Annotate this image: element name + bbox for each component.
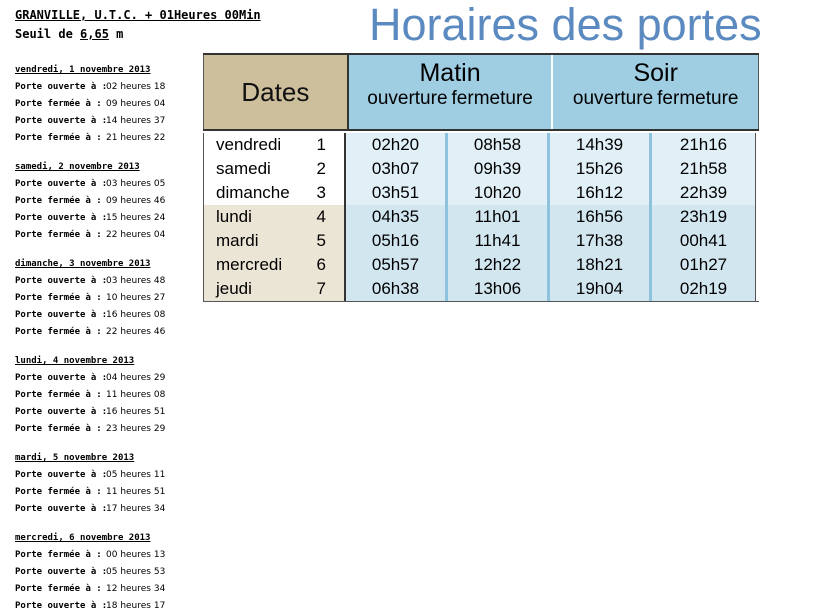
row-date-number: 7 [303,277,346,301]
soir-fermeture-time: 21h16 [652,133,756,157]
gate-entry-time: 09 heures 04 [106,99,166,109]
gate-entry-label: Porte fermée à : [15,133,102,143]
matin-fermeture-time: 09h39 [448,157,550,181]
row-date-number: 6 [303,253,346,277]
gate-entry-time: 12 heures 34 [106,584,166,594]
row-date-number: 3 [303,181,346,205]
gate-entry [15,78,205,95]
gate-entry-time: 17 heures 34 [106,504,166,514]
soir-ouverture-time: 15h26 [550,157,652,181]
matin-ouverture-time: 05h57 [346,253,448,277]
gate-entry-label: Porte fermée à : [15,327,102,337]
gate-entry-label: Porte ouverte à : [15,504,108,514]
row-day: mercredi [203,253,303,277]
matin-ouverture-label: ouverture [367,88,448,109]
matin-ouverture-time: 03h07 [346,157,448,181]
gate-entry-time: 23 heures 29 [106,424,166,434]
matin-ouverture-time: 04h35 [346,205,448,229]
gate-entry-label: Porte fermée à : [15,550,102,560]
soir-ouverture-time: 16h56 [550,205,652,229]
table-row [203,253,759,277]
gate-entry-time: 11 heures 08 [106,390,166,400]
location-header: GRANVILLE, U.T.C. + 01Heures 00Min [15,8,261,22]
gate-entry-label: Porte fermée à : [15,487,102,497]
table-header [203,53,759,131]
gate-entry-time: 16 heures 08 [106,310,166,320]
day-title: dimanche, 3 novembre 2013 [15,259,151,269]
gate-entry [15,192,205,209]
gate-entry [15,546,205,563]
row-day: lundi [203,205,303,229]
day-title: mardi, 5 novembre 2013 [15,453,135,463]
day-block [15,353,205,437]
day-title: samedi, 2 novembre 2013 [15,162,140,172]
row-day: dimanche [203,181,303,205]
page-title: Horaires des portes [369,0,762,50]
gate-entry-time: 04 heures 29 [106,373,166,383]
gate-entry-label: Porte fermée à : [15,390,102,400]
row-date-number: 1 [303,133,346,157]
gate-entry-time: 02 heures 18 [106,82,166,92]
gate-entry-time: 22 heures 04 [106,230,166,240]
gate-entry [15,466,205,483]
day-block [15,256,205,340]
row-date-number: 4 [303,205,346,229]
day-title: vendredi, 1 novembre 2013 [15,65,151,75]
soir-label: Soir [633,59,678,87]
matin-fermeture-time: 08h58 [448,133,550,157]
day-block [15,530,205,614]
gate-entry-time: 21 heures 22 [106,133,166,143]
gate-entry [15,289,205,306]
gate-entry-label: Porte ouverte à : [15,470,108,480]
matin-fermeture-label: fermeture [451,88,533,109]
gate-entry-time: 18 heures 17 [106,601,166,611]
gate-entry-time: 22 heures 46 [106,327,166,337]
soir-fermeture-time: 21h58 [652,157,756,181]
matin-label: Matin [419,59,481,87]
table-row [203,181,759,205]
soir-ouverture-time: 19h04 [550,277,652,301]
gate-entry-label: Porte fermée à : [15,293,102,303]
gate-entry [15,483,205,500]
gate-entry-time: 16 heures 51 [106,407,166,417]
soir-ouverture-label: ouverture [572,88,654,109]
soir-fermeture-time: 00h41 [652,229,756,253]
matin-ouverture-time: 03h51 [346,181,448,205]
threshold-unit: m [116,27,124,41]
gate-entry [15,112,205,129]
matin-fermeture-time: 11h01 [448,205,550,229]
gate-entry-time: 05 heures 11 [106,470,166,480]
soir-fermeture-label: fermeture [657,88,739,109]
soir-fermeture-time: 22h39 [652,181,756,205]
gate-entry [15,306,205,323]
table-row [203,229,759,253]
gate-entry-label: Porte fermée à : [15,584,102,594]
gate-entry-label: Porte ouverte à : [15,179,108,189]
gate-entry-time: 11 heures 51 [106,487,166,497]
gate-entry-label: Porte ouverte à : [15,82,108,92]
gate-entry-label: Porte ouverte à : [15,567,108,577]
matin-fermeture-time: 12h22 [448,253,550,277]
gate-entry [15,386,205,403]
gate-entry-label: Porte fermée à : [15,196,102,206]
gate-entry [15,129,205,146]
matin-ouverture-time: 05h16 [346,229,448,253]
gate-entry-label: Porte ouverte à : [15,310,108,320]
row-day: jeudi [203,277,303,301]
threshold-value: 6,65 [80,27,109,41]
matin-fermeture-time: 13h06 [448,277,550,301]
day-block [15,450,205,517]
gate-entry [15,95,205,112]
soir-ouverture-time: 18h21 [550,253,652,277]
gate-entry-time: 00 heures 13 [106,550,166,560]
table-row [203,133,759,157]
soir-ouverture-time: 17h38 [550,229,652,253]
soir-fermeture-time: 01h27 [652,253,756,277]
matin-ouverture-time: 02h20 [346,133,448,157]
gate-entry-label: Porte ouverte à : [15,213,108,223]
table-row [203,205,759,229]
gate-entry-label: Porte ouverte à : [15,407,108,417]
schedule-table [203,53,759,302]
matin-header [349,55,554,129]
gate-entry [15,500,205,517]
soir-ouverture-time: 16h12 [550,181,652,205]
matin-fermeture-time: 10h20 [448,181,550,205]
matin-ouverture-time: 06h38 [346,277,448,301]
row-date-number: 5 [303,229,346,253]
threshold-prefix: Seuil de [15,27,73,41]
table-body [203,133,759,302]
gate-entry [15,597,205,614]
row-date-number: 2 [303,157,346,181]
row-day: vendredi [203,133,303,157]
gate-entry-time: 03 heures 05 [106,179,166,189]
gate-entry-time: 14 heures 37 [106,116,166,126]
gate-entry-label: Porte fermée à : [15,424,102,434]
gate-entry [15,369,205,386]
gate-entry-label: Porte fermée à : [15,230,102,240]
gate-entry [15,209,205,226]
soir-fermeture-time: 02h19 [652,277,756,301]
dates-header: Dates [203,55,349,129]
gate-entry [15,323,205,340]
row-day: mardi [203,229,303,253]
day-block [15,159,205,243]
gate-entry-label: Porte ouverte à : [15,116,108,126]
gate-entry [15,563,205,580]
soir-fermeture-time: 23h19 [652,205,756,229]
matin-fermeture-time: 11h41 [448,229,550,253]
row-day: samedi [203,157,303,181]
gate-entry [15,580,205,597]
gate-entry-label: Porte ouverte à : [15,276,108,286]
gate-entry-label: Porte ouverte à : [15,601,108,611]
gate-entry-time: 05 heures 53 [106,567,166,577]
gate-entry [15,226,205,243]
gate-entry-label: Porte fermée à : [15,99,102,109]
gate-entry-time: 09 heures 46 [106,196,166,206]
gate-entry [15,403,205,420]
day-title: lundi, 4 novembre 2013 [15,356,135,366]
day-block [15,62,205,146]
threshold-line [15,25,205,44]
day-title: mercredi, 6 novembre 2013 [15,533,151,543]
gate-entry [15,420,205,437]
day-list [15,62,205,614]
gate-entry-time: 10 heures 27 [106,293,166,303]
soir-header [553,55,759,129]
gate-entry [15,175,205,192]
gate-entry [15,272,205,289]
gate-entry-time: 15 heures 24 [106,213,166,223]
gate-entry-label: Porte ouverte à : [15,373,108,383]
soir-ouverture-time: 14h39 [550,133,652,157]
table-row [203,157,759,181]
gate-entry-time: 03 heures 48 [106,276,166,286]
table-row [203,277,759,301]
